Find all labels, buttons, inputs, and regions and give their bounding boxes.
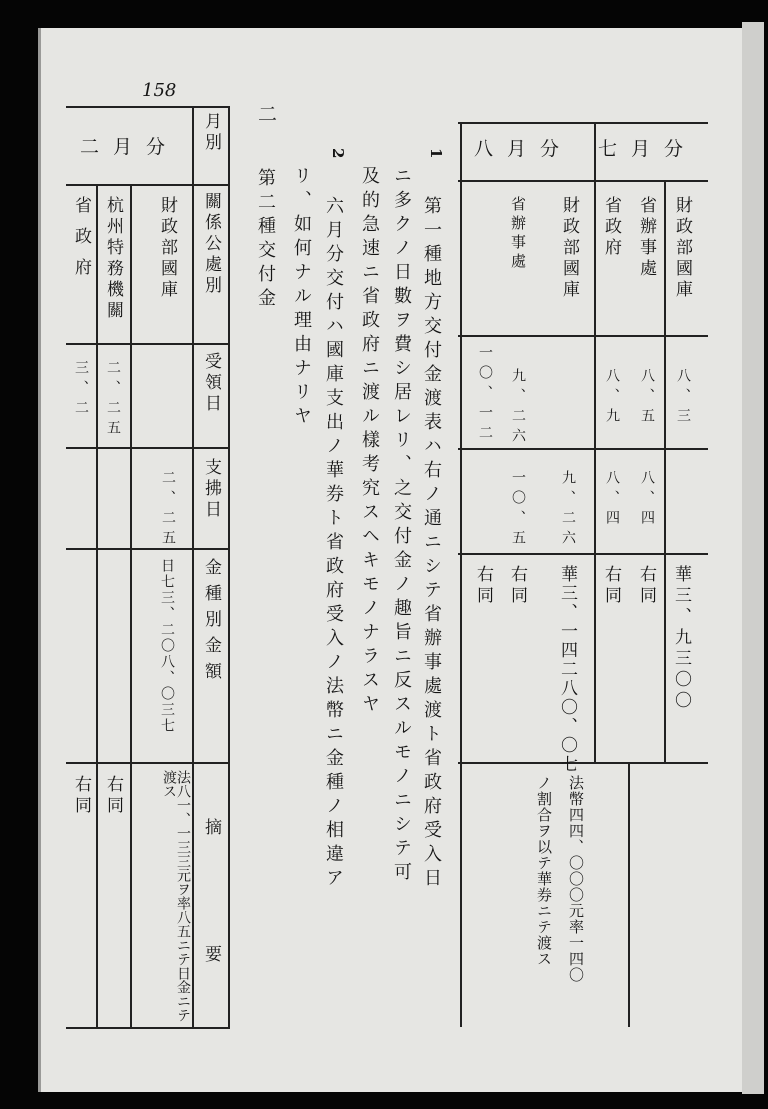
header-office: 關係公處別 bbox=[201, 192, 221, 297]
table-row-rule bbox=[66, 447, 230, 449]
paid-date: 一〇、五 bbox=[510, 470, 526, 550]
paid-date: 八、四 bbox=[639, 470, 655, 530]
office-cell: 省辦事處 bbox=[636, 196, 656, 280]
table-header-rule bbox=[458, 180, 708, 182]
amount-cell: 右同 bbox=[601, 565, 621, 607]
received-date: 二、二五 bbox=[105, 360, 121, 440]
header-month: 月別 bbox=[201, 112, 221, 154]
section-title: 第二種交付金 bbox=[255, 168, 276, 312]
table-col-rule bbox=[628, 762, 630, 1027]
paragraph-line: 六月分交付ハ國庫支出ノ華券ト省政府受入ノ法幣ニ金種ノ相違ア bbox=[323, 196, 344, 892]
office-cell: 財政部國庫 bbox=[157, 196, 177, 301]
office-cell: 省辦事處 bbox=[509, 196, 527, 272]
table-row-rule bbox=[458, 762, 708, 764]
received-date: 八、九 bbox=[604, 368, 620, 428]
note-cell: 法八一、一三三元ヲ率八五ニテ日金ニテ渡ス bbox=[161, 770, 191, 1022]
office-cell: 杭州特務機關 bbox=[103, 196, 123, 322]
table-col-rule bbox=[192, 106, 194, 1027]
office-cell: 省政府 bbox=[71, 196, 91, 289]
page-edge bbox=[742, 22, 764, 1094]
page-number: 158 bbox=[142, 80, 177, 101]
received-date: 三、二 bbox=[73, 360, 89, 420]
table-row-rule bbox=[458, 553, 708, 555]
office-cell: 財政部國庫 bbox=[559, 196, 579, 301]
office-cell: 省政府 bbox=[601, 196, 621, 259]
table-row-rule bbox=[66, 548, 230, 550]
received-date: 八、五 bbox=[639, 368, 655, 428]
month-august: 八月分 bbox=[474, 138, 574, 160]
received-date: 八、三 bbox=[675, 368, 691, 428]
paragraph-number: 1 bbox=[427, 148, 445, 159]
amount-cell: 右同 bbox=[636, 565, 656, 607]
office-cell: 財政部國庫 bbox=[672, 196, 692, 301]
table-border-top bbox=[458, 122, 708, 124]
amount-cell: 華三、一四二八〇、〇七 bbox=[557, 565, 577, 774]
amount-cell: 日七三、二〇八、〇三七 bbox=[159, 558, 175, 734]
month-february: 二月分 bbox=[80, 136, 180, 158]
table-header-rule bbox=[66, 184, 230, 186]
header-paid: 支拂日 bbox=[201, 458, 221, 521]
amount-cell: 右同 bbox=[507, 565, 527, 607]
paid-date: 二、二五 bbox=[160, 470, 176, 550]
table-col-rule bbox=[130, 184, 132, 1027]
note-cell: 右同 bbox=[71, 775, 91, 817]
table-row-rule bbox=[66, 762, 230, 764]
paragraph-number: 2 bbox=[329, 148, 347, 159]
section-number: 二 bbox=[255, 104, 277, 131]
table-row-rule bbox=[66, 343, 230, 345]
amount-cell: 華三、九三〇〇 bbox=[671, 565, 691, 712]
paid-date: 八、四 bbox=[604, 470, 620, 530]
note-cell: 右同 bbox=[103, 775, 123, 817]
table-border-top bbox=[66, 106, 230, 108]
header-amount: 金種別金額 bbox=[201, 558, 221, 688]
paragraph-line: ニ多クノ日數ヲ費シ居レリ、之交付金ノ趣旨ニ反スルモノニシテ可 bbox=[391, 166, 412, 886]
table-col-rule bbox=[594, 122, 596, 762]
table-border-right bbox=[228, 106, 230, 1027]
received-date: 一〇、一二 bbox=[477, 345, 493, 445]
paid-date: 九、二六 bbox=[560, 470, 576, 550]
table-col-rule bbox=[96, 184, 98, 1027]
note-cell: 法幣四四、〇〇〇元率一四〇 bbox=[567, 775, 585, 983]
header-received: 受領日 bbox=[201, 352, 221, 415]
amount-cell: 右同 bbox=[473, 565, 493, 607]
month-july: 七月分 bbox=[598, 138, 698, 160]
paragraph-line: 第一種地方交付金渡表ハ右ノ通ニシテ省辦事處渡ト省政府受入日 bbox=[421, 196, 442, 892]
table-row-rule bbox=[458, 448, 708, 450]
table-border-left bbox=[460, 122, 462, 1027]
table-col-rule bbox=[664, 180, 666, 762]
paragraph-line: 及的急速ニ省政府ニ渡ル樣考究スヘキモノナラスヤ bbox=[359, 166, 380, 718]
header-note: 摘要 bbox=[201, 818, 221, 1072]
note-cell: ノ割合ヲ以テ華券ニテ渡ス bbox=[535, 775, 553, 967]
received-date: 九、二六 bbox=[510, 368, 526, 448]
table-row-rule bbox=[458, 335, 708, 337]
paragraph-line: リ、如何ナル理由ナリヤ bbox=[291, 166, 312, 430]
